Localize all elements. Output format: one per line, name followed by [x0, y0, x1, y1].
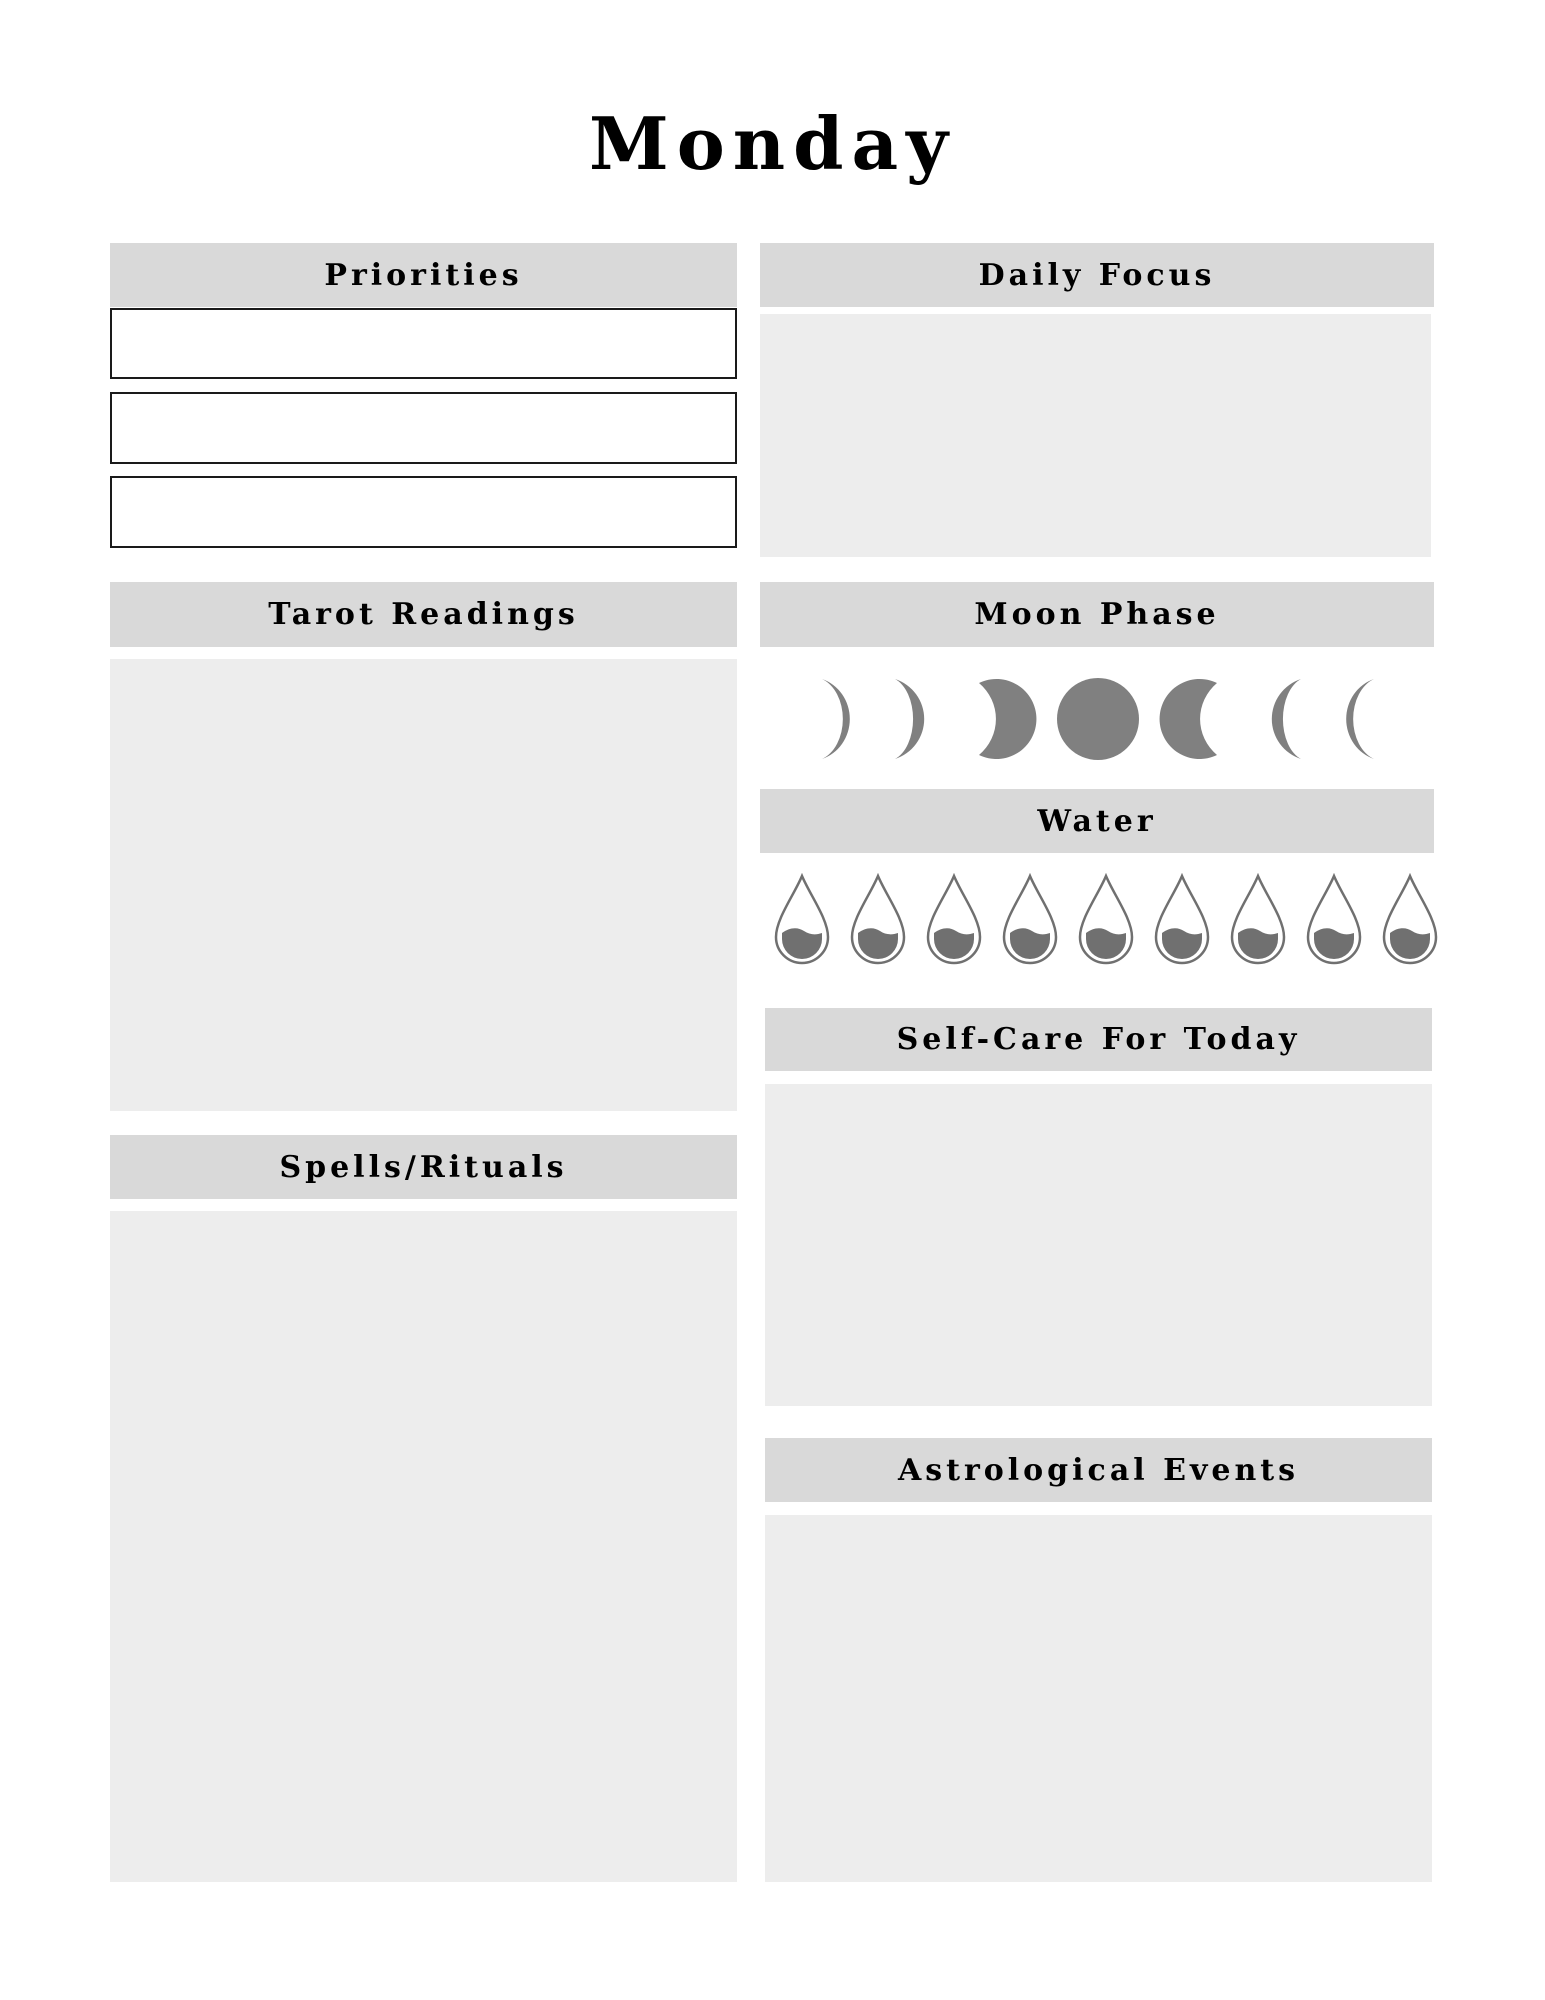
waxing-gibbous-icon[interactable]: [969, 677, 1039, 761]
waning-crescent-icon[interactable]: [1243, 677, 1305, 761]
water-drop-icon[interactable]: [1304, 873, 1364, 966]
astro-area[interactable]: [765, 1515, 1432, 1882]
tarot-area[interactable]: [110, 659, 737, 1111]
first-quarter-crescent-icon[interactable]: [891, 677, 953, 761]
priority-slot-1[interactable]: [110, 308, 737, 379]
moon-phase-label: Moon Phase: [974, 597, 1220, 632]
priorities-label: Priorities: [324, 257, 523, 293]
tarot-label: Tarot Readings: [268, 597, 579, 632]
spells-label: Spells/Rituals: [279, 1149, 568, 1185]
water-drop-icon[interactable]: [924, 873, 984, 966]
water-drop-icon[interactable]: [1000, 873, 1060, 966]
self-care-header: [765, 1008, 1432, 1071]
water-drop-icon[interactable]: [848, 873, 908, 966]
priority-slot-3[interactable]: [110, 476, 737, 548]
self-care-area[interactable]: [765, 1084, 1432, 1406]
water-tracker: [772, 873, 1440, 966]
water-drop-icon[interactable]: [772, 873, 832, 966]
spells-header: [110, 1135, 737, 1199]
water-drop-icon[interactable]: [1152, 873, 1212, 966]
moon-phase-row: [818, 677, 1378, 761]
last-crescent-icon[interactable]: [1322, 677, 1378, 761]
waning-gibbous-icon[interactable]: [1157, 677, 1227, 761]
page-title: Monday: [589, 101, 956, 186]
water-drop-icon[interactable]: [1380, 873, 1440, 966]
priorities-header: [110, 243, 737, 307]
tarot-header: [110, 582, 737, 647]
water-drop-icon[interactable]: [1228, 873, 1288, 966]
daily-focus-area[interactable]: [760, 314, 1431, 557]
daily-focus-header: [760, 243, 1434, 307]
self-care-label: Self-Care For Today: [896, 1022, 1301, 1057]
spells-area[interactable]: [110, 1211, 737, 1882]
astro-header: [765, 1438, 1432, 1502]
astro-label: Astrological Events: [897, 1452, 1300, 1488]
priority-slot-2[interactable]: [110, 392, 737, 464]
water-drop-icon[interactable]: [1076, 873, 1136, 966]
waxing-crescent-icon[interactable]: [818, 677, 874, 761]
daily-focus-label: Daily Focus: [978, 257, 1216, 293]
full-moon-icon[interactable]: [1056, 677, 1140, 761]
water-label: Water: [1037, 803, 1157, 839]
moon-phase-header: [760, 582, 1434, 647]
water-header: [760, 789, 1434, 853]
